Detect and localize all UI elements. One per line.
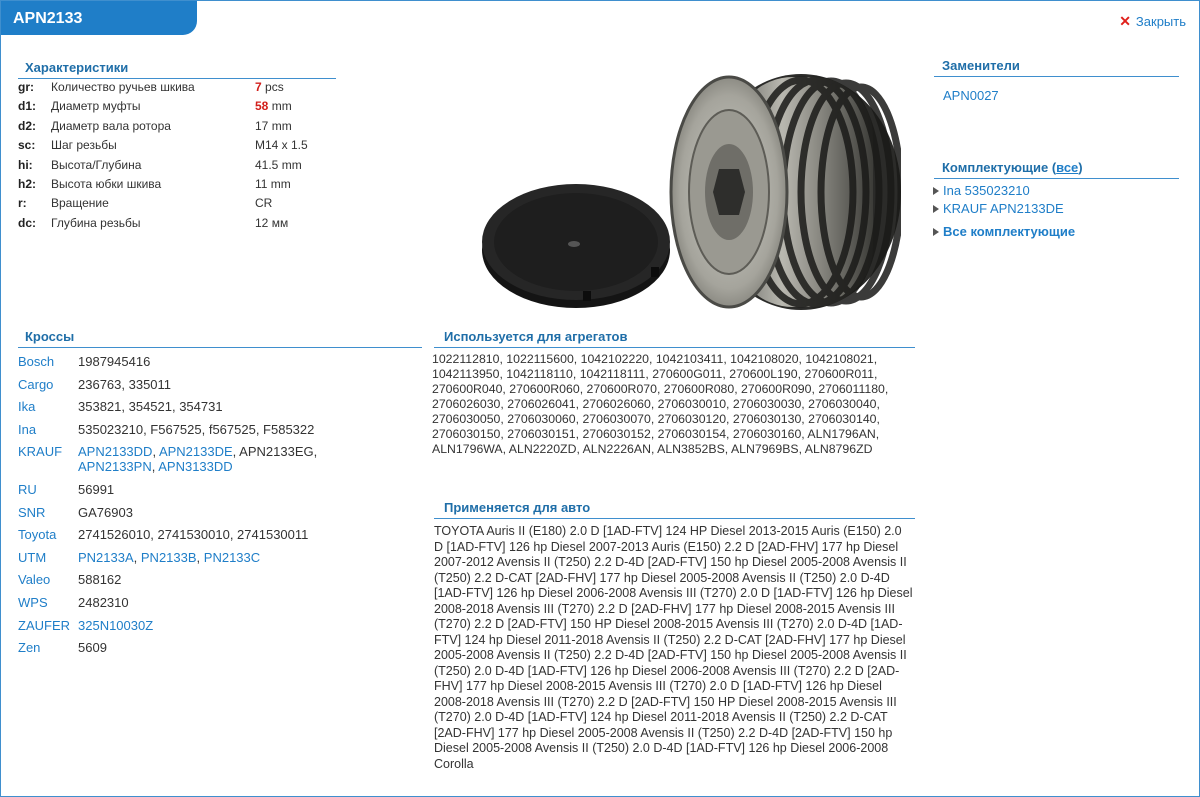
cross-numbers	[78, 550, 348, 565]
spec-value-number: CR	[255, 196, 273, 211]
cross-row	[18, 527, 348, 542]
components-title: Комплектующие (	[942, 160, 1057, 175]
spec-value	[255, 119, 292, 133]
cross-row	[18, 640, 348, 655]
spec-value	[255, 80, 284, 94]
components-title-end: )	[1078, 160, 1083, 175]
crosses-heading: Кроссы	[18, 329, 422, 348]
spec-value-number: 17	[255, 118, 269, 133]
component-item[interactable]	[932, 201, 1075, 219]
cross-number-link[interactable]: 325N10030Z	[78, 617, 154, 633]
cross-brand-link[interactable]: Toyota	[18, 527, 57, 543]
cross-brand-link[interactable]: Zen	[18, 640, 41, 656]
crosses-table	[18, 354, 348, 663]
spec-code: d1:	[18, 99, 36, 114]
aggregates-list: 1022112810, 1022115600, 1042102220, 1042103411, 1042108020, 1042108021, 1042113950, 1042118110, 1042118111, 270600G011, 270600L190, 270600R011, 270600R040, 270600R060, 270600R070, 270600R080, 270600R090, 2706011180, 2706026030, 2706026041, 2706026060, 2706030010, 2706030030, 2706030040, 2706030050, 2706030060, 2706030070, 2706030120, 2706030130, 2706030140, 2706030150, 2706030151, 2706030152, 2706030154, 2706030160, ALN1796AN, ALN1796WA, ALN2220ZD, ALN2226AN, ALN3852BS, ALN7969BS, ALN8796ZD	[432, 352, 889, 456]
cross-brand-link[interactable]: SNR	[18, 504, 46, 520]
spec-value	[255, 99, 292, 113]
cross-brand-link[interactable]: UTM	[18, 549, 47, 565]
aggregates-heading: Используется для агрегатов	[434, 329, 915, 348]
components-heading	[934, 160, 1179, 179]
spec-value-number: 58	[255, 99, 269, 114]
cross-numbers	[78, 505, 348, 520]
cross-numbers	[78, 640, 348, 655]
cross-numbers	[78, 618, 348, 633]
cross-number: 353821, 354521, 354731	[78, 399, 223, 415]
cross-brand-link[interactable]: Ina	[18, 421, 37, 437]
cross-brand-link[interactable]: RU	[18, 481, 37, 497]
product-image	[471, 57, 901, 327]
spec-code: dc:	[18, 215, 36, 230]
component-item[interactable]	[932, 183, 1075, 201]
spec-value	[255, 177, 291, 191]
cross-number: 56991	[78, 481, 115, 497]
component-link[interactable]: KRAUF APN2133DE	[943, 201, 1064, 216]
spec-code: hi:	[18, 157, 33, 172]
spec-value-number: 41.5	[255, 157, 279, 172]
components-list	[932, 183, 1075, 242]
spec-value-unit: мм	[268, 215, 289, 230]
spec-name: Диаметр вала ротора	[51, 118, 171, 133]
spec-value	[255, 196, 272, 210]
cross-number-link[interactable]: PN2133B	[140, 549, 197, 565]
spec-value-number: M14 x 1.5	[255, 138, 308, 153]
cross-row	[18, 572, 348, 587]
cross-number-link[interactable]: APN3133DD	[158, 459, 233, 475]
cross-row	[18, 505, 348, 520]
cross-number: 588162	[78, 572, 122, 588]
part-title-tab	[1, 1, 197, 35]
cross-number: 236763, 335011	[78, 376, 172, 392]
cross-number-link[interactable]: APN2133PN	[78, 459, 152, 475]
spec-code: gr:	[18, 80, 34, 94]
cross-row	[18, 618, 348, 633]
cross-numbers	[78, 572, 348, 587]
replacement-link[interactable]: APN0027	[943, 88, 999, 103]
cross-number: 535023210, F567525, f567525, F585322	[78, 421, 315, 437]
spec-value-unit: mm	[268, 99, 292, 114]
spec-code: h2:	[18, 176, 36, 191]
cross-number: 5609	[78, 640, 107, 656]
cross-numbers	[78, 377, 348, 392]
spec-name: Количество ручьев шкива	[51, 80, 195, 94]
cross-number: ,	[196, 549, 204, 565]
cross-number: GA76903	[78, 504, 133, 520]
all-components-link[interactable]: Все комплектующие	[943, 224, 1076, 239]
vehicles-list: TOYOTA Auris II (E180) 2.0 D [1AD-FTV] 124 HP Diesel 2013-2015 Auris (E150) 2.0 D [1AD-FTV] 126 hp Diesel 2007-2013 Auris (E150) 2.2 D [2AD-FHV] 177 hp Diesel 2007-2012 Avensis II (T250) 2.2 D-4D [2AD-FTV] 150 hp Diesel 2005-2008 Avensis II (T250) 2.2 D-CAT [2AD-FHV] 177 hp Diesel 2005-2008 Avensis II (T250) 2.0 D-4D [1AD-FTV] 126 hp Diesel 2006-2008 Avensis III (T270) 2.0 D [1AD-FTV] 126 hp Diesel 2008-2018 Avensis III (T270) 2.2 D [2AD-FHV] 177 hp Diesel 2008-2015 Avensis III (T270) 2.2 D [2AD-FTV] 150 HP Diesel 2008-2015 Avensis III (T270) 2.0 D-4D [1AD-FTV] 124 hp Diesel 2011-2018 Avensis II (T250) 2.2 D-CAT [2AD-FHV] 177 hp Diesel 2005-2008 Avensis II (T250) 2.2 D-4D [2AD-FTV] 150 hp Diesel 2005-2008 Avensis II (T250) 2.0 D-4D [1AD-FTV] 126 hp Diesel 2006-2008 Avensis III (T270) 2.2 D [2AD-FHV] 177 hp Diesel 2008-2015 Avensis III (T270) 2.0 D [1AD-FTV] 126 hp Diesel 2008-2018 Avensis III (T270) 2.2 D [2AD-FTV] 150 HP Diesel 2008-2015 Avensis III (T270) 2.0 D-4D [1AD-FTV] 124 hp Diesel 2011-2018 Avensis II (T250) 2.2 D-CAT [2AD-FHV] 177 hp Diesel 2005-2008 Avensis II (T250) 2.2 D-4D [2AD-FTV] 150 hp Diesel 2005-2008 Avensis II (T250) 2.0 D-4D [1AD-FTV] 126 hp Diesel 2006-2008 Corolla	[434, 524, 913, 771]
spec-name: Высота/Глубина	[51, 157, 142, 172]
cross-numbers	[78, 422, 348, 437]
vehicles-heading: Применяется для авто	[434, 500, 915, 519]
spec-code: r:	[18, 196, 27, 211]
spec-value	[255, 138, 308, 152]
cross-number: 1987945416	[78, 354, 151, 369]
spec-name: Диаметр муфты	[51, 99, 141, 114]
cross-number: ,	[152, 444, 159, 460]
cross-numbers	[78, 354, 348, 369]
cross-number-link[interactable]: PN2133C	[203, 549, 261, 565]
cross-number-link[interactable]: PN2133A	[78, 549, 134, 565]
cross-numbers	[78, 482, 348, 497]
cross-number: ,	[133, 549, 141, 565]
cross-number: ,	[151, 459, 159, 475]
cross-brand-link[interactable]: Ika	[18, 399, 36, 415]
cross-numbers	[78, 595, 348, 610]
cross-number: 2482310	[78, 594, 129, 610]
spec-value	[255, 158, 302, 172]
cross-number: 2741526010, 2741530010, 2741530011	[78, 527, 309, 543]
cross-row	[18, 399, 348, 414]
replacements-list	[943, 88, 999, 103]
spec-value-number: 11	[255, 176, 268, 191]
spec-code: d2:	[18, 118, 36, 133]
spec-value-unit: pcs	[261, 80, 284, 94]
replacements-heading: Заменители	[934, 58, 1179, 77]
spec-value	[255, 216, 288, 230]
all-components-item[interactable]	[932, 224, 1075, 242]
cross-row	[18, 595, 348, 610]
spec-value-number: 7	[255, 80, 262, 94]
cross-number: , APN2133EG,	[232, 444, 318, 460]
spec-name: Глубина резьбы	[51, 215, 141, 230]
close-label: Закрыть	[1135, 14, 1186, 29]
spec-name: Шаг резьбы	[51, 138, 117, 153]
close-icon: ✕	[1119, 13, 1131, 29]
cross-brand-link[interactable]: KRAUF	[18, 444, 63, 460]
cross-row	[18, 444, 348, 474]
close-button[interactable]	[1119, 13, 1186, 30]
cross-brand-link[interactable]: WPS	[18, 594, 48, 610]
spec-name: Вращение	[51, 196, 109, 211]
spec-code: sc:	[18, 138, 36, 153]
components-all-link[interactable]: все	[1056, 160, 1079, 175]
part-number-title: APN2133	[13, 10, 83, 27]
component-link[interactable]: Ina 535023210	[943, 183, 1030, 198]
spec-name: Высота юбки шкива	[51, 176, 162, 191]
cross-row	[18, 550, 348, 565]
cross-row	[18, 422, 348, 437]
spec-value-unit: mm	[278, 157, 302, 172]
cross-number-link[interactable]: APN2133DD	[78, 444, 153, 460]
cross-brand-link[interactable]: Bosch	[18, 354, 55, 369]
cross-row	[18, 377, 348, 392]
cross-row	[18, 482, 348, 497]
spec-value-number: 12	[255, 215, 269, 230]
spec-value-unit: mm	[268, 118, 292, 133]
cross-brand-link[interactable]: Valeo	[18, 572, 51, 588]
cross-row	[18, 354, 348, 369]
cross-number-link[interactable]: APN2133DE	[158, 444, 233, 460]
specs-heading: Характеристики	[18, 60, 336, 79]
cross-brand-link[interactable]: Cargo	[18, 376, 54, 392]
cross-numbers	[78, 527, 348, 542]
cross-numbers	[78, 399, 348, 414]
cross-brand-link[interactable]: ZAUFER	[18, 617, 70, 633]
spec-value-unit: mm	[267, 176, 291, 191]
cross-numbers	[78, 444, 348, 474]
